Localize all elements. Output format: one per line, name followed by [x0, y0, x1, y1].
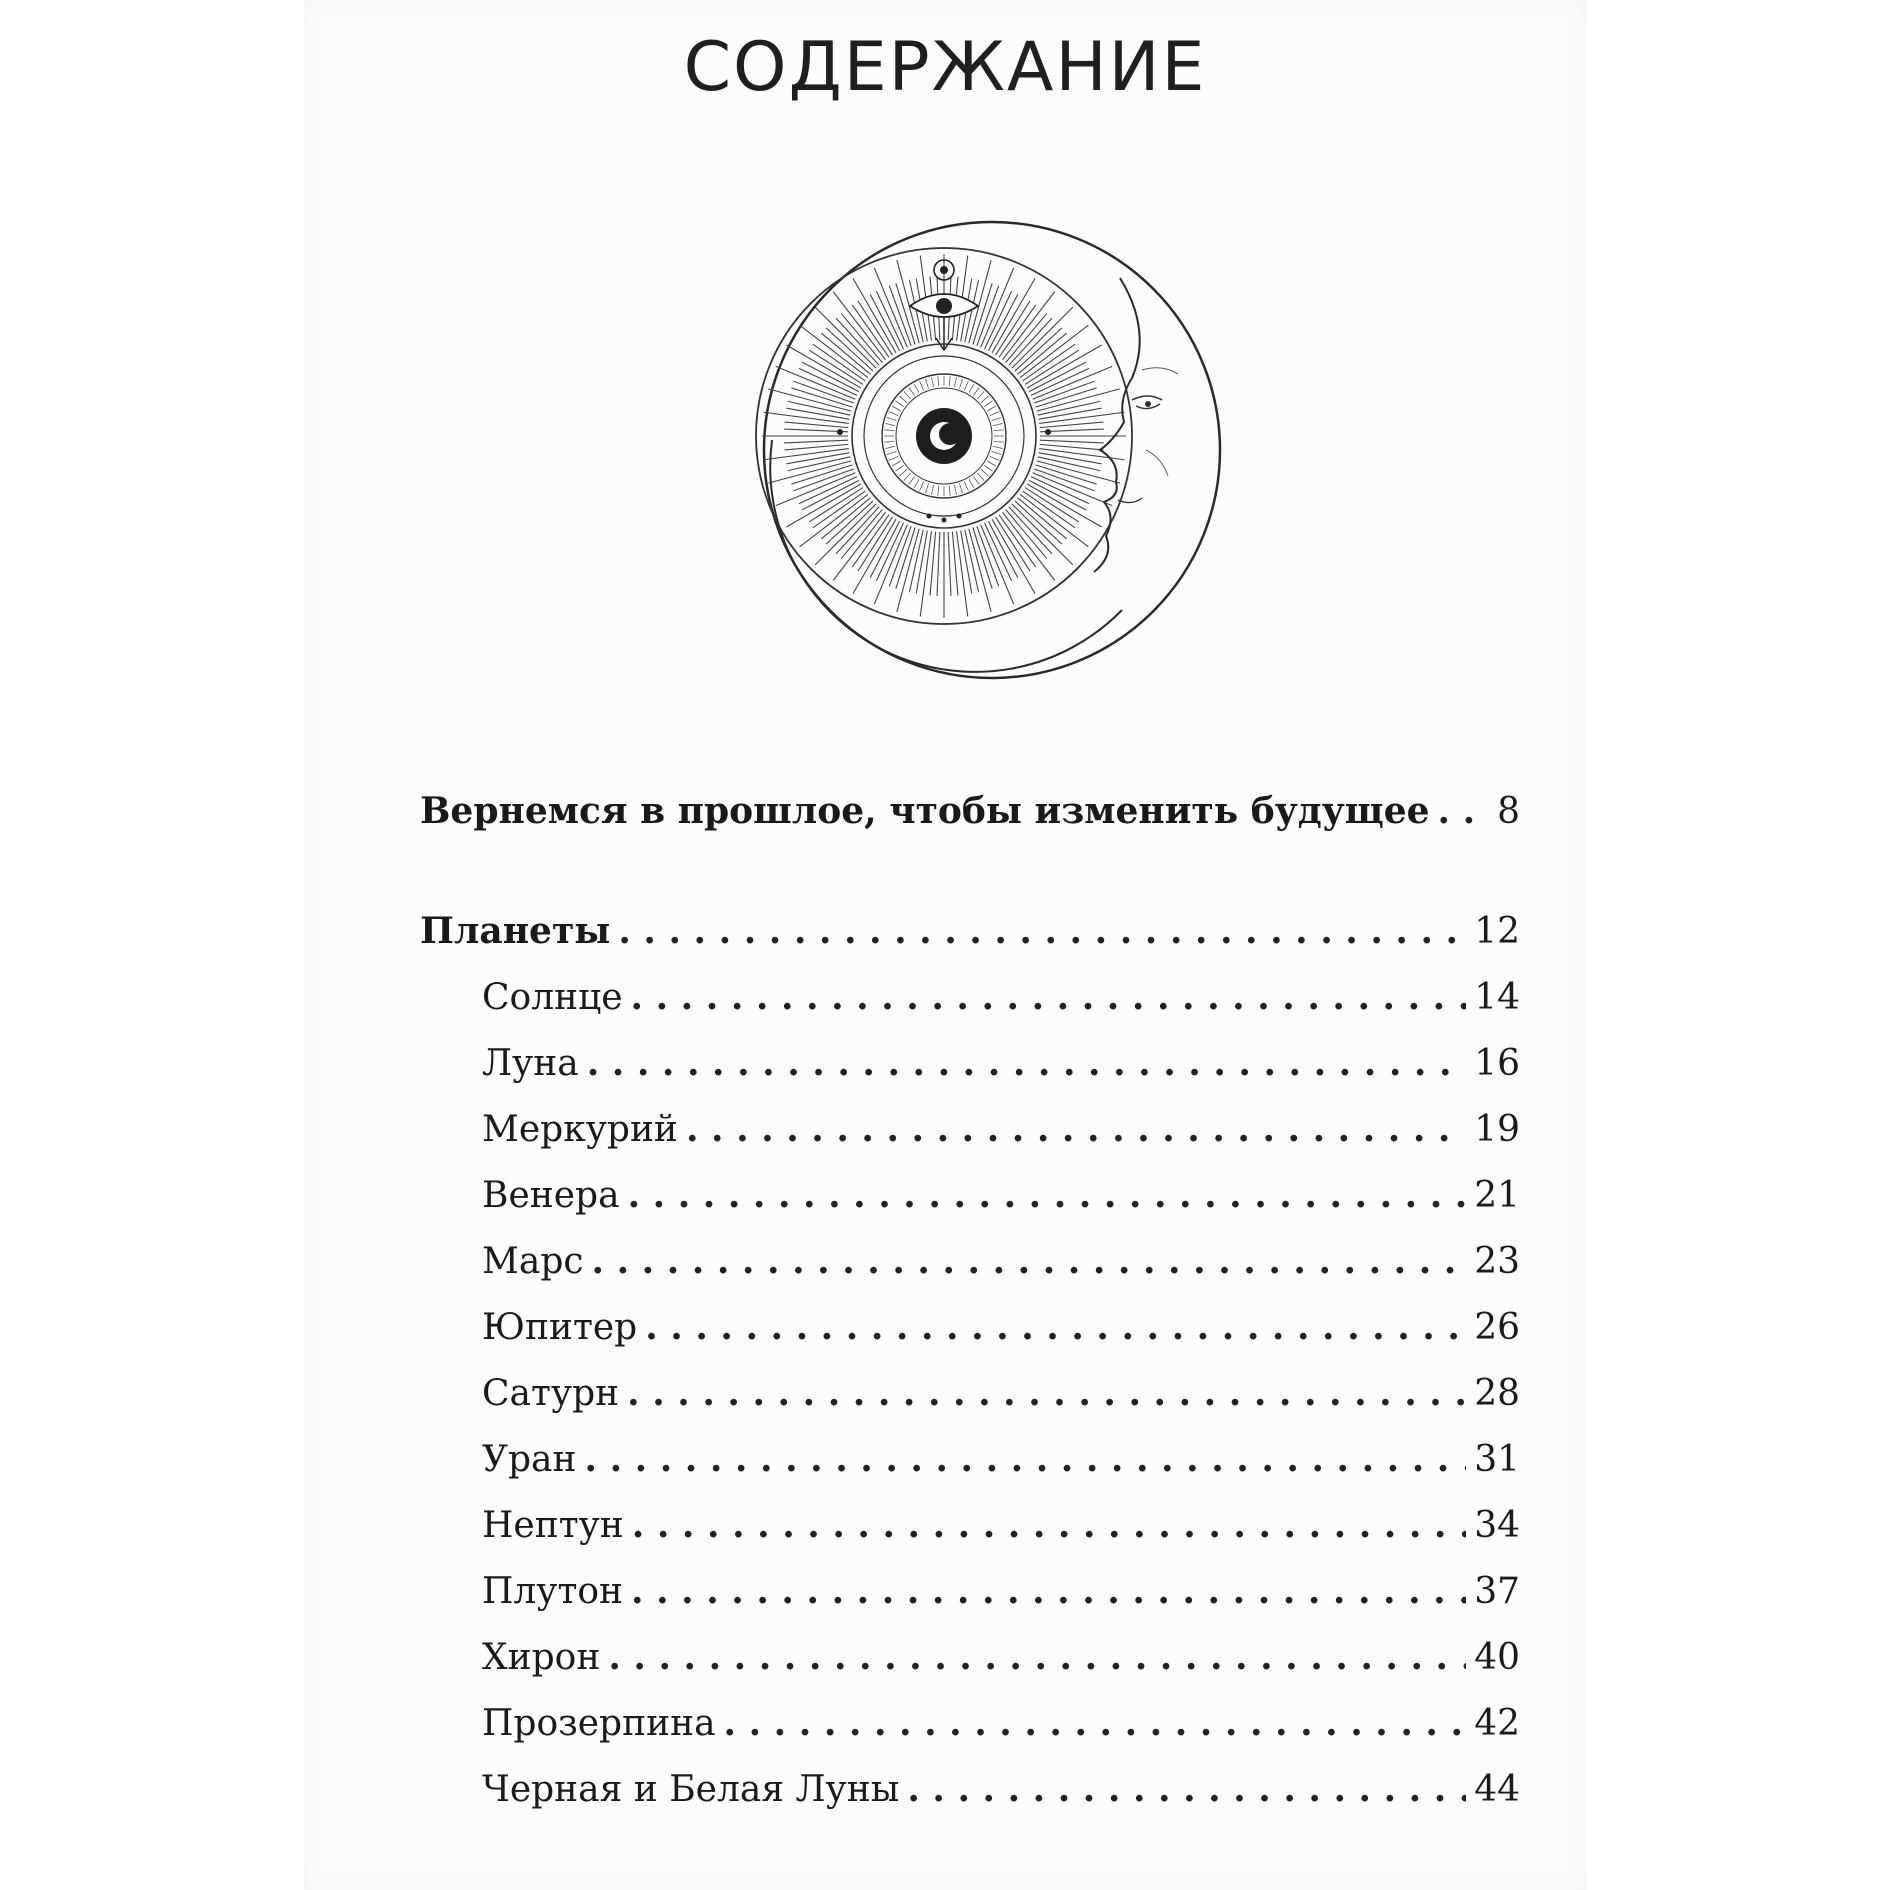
toc-entry-page: 31 [1474, 1439, 1520, 1480]
toc-entry-page: 42 [1474, 1703, 1520, 1744]
toc-entry-label: Марс [482, 1241, 584, 1282]
toc-dot-leader [618, 910, 1466, 952]
toc-entry-page: 8 [1497, 791, 1520, 832]
toc-entry-label: Плутон [482, 1571, 624, 1612]
table-of-contents [420, 790, 1520, 1834]
toc-entry-label: Солнце [482, 977, 623, 1018]
toc-entry-label: Сатурн [482, 1373, 620, 1414]
sun-moon-eye-icon [722, 200, 1222, 700]
toc-dot-leader [724, 1702, 1467, 1744]
toc-entry [420, 910, 1520, 976]
toc-entry-page: 21 [1474, 1175, 1520, 1216]
toc-entry-page: 23 [1474, 1241, 1520, 1282]
toc-dot-leader [585, 1438, 1467, 1480]
toc-entry [420, 1636, 1520, 1702]
toc-dot-leader [645, 1306, 1466, 1348]
toc-entry [420, 1240, 1520, 1306]
toc-dot-leader [592, 1240, 1467, 1282]
toc-entry-page: 37 [1474, 1571, 1520, 1612]
toc-entry-label: Планеты [420, 910, 611, 952]
book-page [304, 0, 1586, 1890]
toc-dot-leader [631, 1570, 1466, 1612]
toc-entry-page: 44 [1474, 1769, 1520, 1810]
toc-dot-leader [631, 976, 1467, 1018]
toc-entry-label: Луна [482, 1043, 579, 1084]
toc-entry [420, 1108, 1520, 1174]
toc-entry [420, 1174, 1520, 1240]
toc-entry-page: 16 [1474, 1043, 1520, 1084]
toc-entry-label: Нептун [482, 1505, 624, 1546]
toc-entry [420, 1504, 1520, 1570]
toc-entry-label: Уран [482, 1439, 577, 1480]
toc-dot-leader [628, 1174, 1467, 1216]
toc-entry [420, 790, 1520, 856]
toc-dot-leader [1438, 790, 1490, 832]
toc-entry-label: Черная и Белая Луны [482, 1769, 900, 1810]
toc-entry [420, 1438, 1520, 1504]
toc-entry [420, 1570, 1520, 1636]
toc-entry-page: 19 [1474, 1109, 1520, 1150]
toc-entry-page: 34 [1474, 1505, 1520, 1546]
toc-entry [420, 1042, 1520, 1108]
toc-entry-page: 40 [1474, 1637, 1520, 1678]
toc-dot-leader [627, 1372, 1466, 1414]
toc-dot-leader [632, 1504, 1466, 1546]
toc-entry-page: 14 [1474, 977, 1520, 1018]
toc-entry [420, 1372, 1520, 1438]
toc-entry-label: Юпитер [482, 1307, 638, 1348]
toc-entry [420, 1306, 1520, 1372]
toc-entry [420, 1768, 1520, 1834]
toc-dot-leader [587, 1042, 1467, 1084]
toc-entry-label: Венера [482, 1175, 620, 1216]
toc-dot-leader [907, 1768, 1466, 1810]
toc-entry-label: Вернемся в прошлое, чтобы изменить будущее [420, 790, 1430, 832]
toc-dot-leader [608, 1636, 1466, 1678]
toc-entry-page: 12 [1474, 911, 1520, 952]
toc-dot-leader [686, 1108, 1466, 1150]
toc-entry [420, 976, 1520, 1042]
toc-entry-label: Прозерпина [482, 1703, 716, 1744]
toc-entry-page: 28 [1474, 1373, 1520, 1414]
toc-entry [420, 1702, 1520, 1768]
toc-entry-page: 26 [1474, 1307, 1520, 1348]
toc-entry-label: Меркурий [482, 1109, 678, 1150]
toc-entry-label: Хирон [482, 1637, 601, 1678]
page-title: СОДЕРЖАНИЕ [683, 28, 1207, 107]
